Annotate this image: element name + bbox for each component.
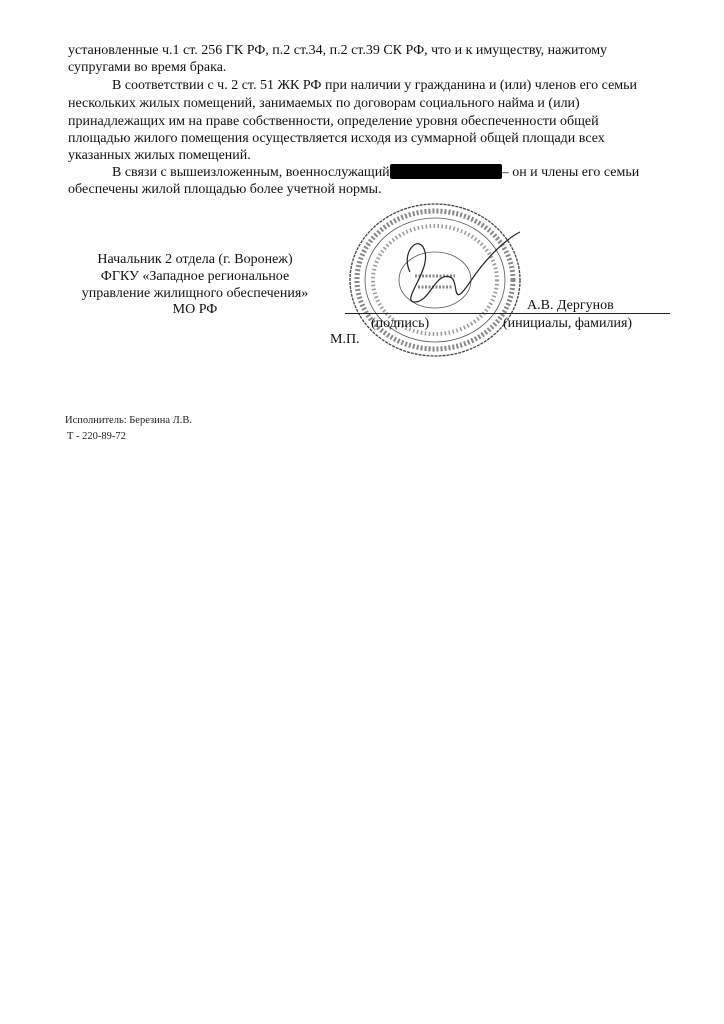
seal-label: М.П. <box>330 332 360 347</box>
signatory-name: А.В. Дергунов <box>527 298 614 313</box>
body-line: супругами во время брака. <box>68 60 227 75</box>
phone: Т - 220-89-72 <box>67 431 126 442</box>
executor: Исполнитель: Березина Л.В. <box>65 415 193 426</box>
body-line: нескольких жилых помещений, занимаемых по договорам социального найма и (или) <box>68 96 580 111</box>
body-line: указанных жилых помещений. <box>68 148 251 163</box>
position-line: ФГКУ «Западное региональное <box>100 269 290 284</box>
body-line: установленные ч.1 ст. 256 ГК РФ, п.2 ст.34, п.2 ст.39 СК РФ, что и к имуществу, нажитому <box>68 43 608 58</box>
conclusion-line <box>112 164 639 181</box>
body-line: В соответствии с ч. 2 ст. 51 ЖК РФ при наличии у гражданина и (или) членов его семьи <box>112 78 638 93</box>
position-line: управление жилищного обеспечения» <box>81 286 309 301</box>
conclusion-end: – он и члены его семьи <box>501 165 640 180</box>
body-line: площадью жилого помещения осуществляется исходя из суммарной общей площади всех <box>68 131 605 146</box>
signature-caption: (подпись) <box>371 316 430 331</box>
conclusion-start: В связи с вышеизложенным, военнослужащий <box>112 165 390 180</box>
conclusion-line-2: обеспечены жилой площадью более учетной нормы. <box>68 182 382 197</box>
redacted-name <box>390 164 502 179</box>
name-caption: (инициалы, фамилия) <box>503 316 633 331</box>
body-line: принадлежащих им на праве собственности, определение уровня обеспеченности общей <box>68 114 599 129</box>
signature-line <box>345 313 670 314</box>
official-stamp-icon <box>340 200 530 360</box>
position-line: МО РФ <box>172 302 218 317</box>
position-line: Начальник 2 отдела (г. Воронеж) <box>97 252 293 267</box>
